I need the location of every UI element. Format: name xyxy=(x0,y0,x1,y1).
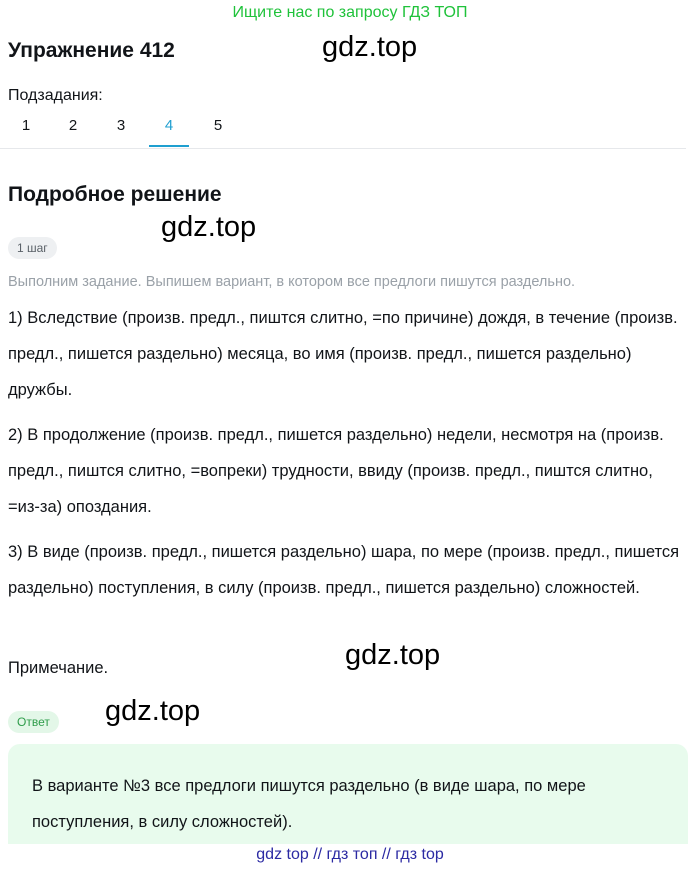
exercise-title: Упражнение 412 xyxy=(8,39,175,62)
answer-text: В варианте №3 все предлоги пишутся раздельно (в виде шара, по мере поступления, в силу сложностей). xyxy=(32,777,586,831)
answer-badge: Ответ xyxy=(8,711,59,733)
subtask-tab-1[interactable]: 1 xyxy=(21,117,31,134)
search-banner: Ищите нас по запросу ГДЗ ТОП xyxy=(232,4,468,21)
subtask-tab-4-active[interactable]: 4 xyxy=(149,112,189,145)
note-paragraph: Примечание. xyxy=(8,659,109,677)
subtask-tabs xyxy=(0,112,686,149)
solution-paragraph-1: 1) Вследствие (произв. предл., пиштся слитно, =по причине) дождя, в течение (произв. предл., пишется раздельно) месяца, во имя (произв. предл., пишется раздельно) дружбы. xyxy=(8,309,678,399)
solution-paragraph-2: 2) В продолжение (произв. предл., пишется раздельно) недели, несмотря на (произв. предл., пиштся слитно, =вопреки) трудности, ввиду (произв. предл., пиштся слитно, =из-за) опоздания. xyxy=(8,426,664,516)
solution-paragraph-3: 3) В виде (произв. предл., пишется раздельно) шара, по мере (произв. предл., пишется раздельно) поступления, в силу (произв. предл., пишется раздельно) сложностей. xyxy=(8,543,680,597)
watermark: gdz.top xyxy=(161,211,257,243)
watermark: gdz.top xyxy=(322,31,418,63)
watermark: gdz.top xyxy=(105,695,201,727)
footer-links: gdz top // гдз топ // гдз top xyxy=(0,844,700,870)
intro-text: Выполним задание. Выпишем вариант, в котором все предлоги пишутся раздельно. xyxy=(8,274,576,290)
subtasks-label: Подзадания: xyxy=(8,87,103,104)
step-badge: 1 шаг xyxy=(8,237,57,259)
solution-title: Подробное решение xyxy=(8,183,222,206)
answer-box xyxy=(8,744,688,844)
subtask-tab-3[interactable]: 3 xyxy=(116,117,126,134)
watermark: gdz.top xyxy=(345,639,441,671)
subtask-tab-5[interactable]: 5 xyxy=(213,117,223,134)
subtask-tab-2[interactable]: 2 xyxy=(68,117,78,134)
